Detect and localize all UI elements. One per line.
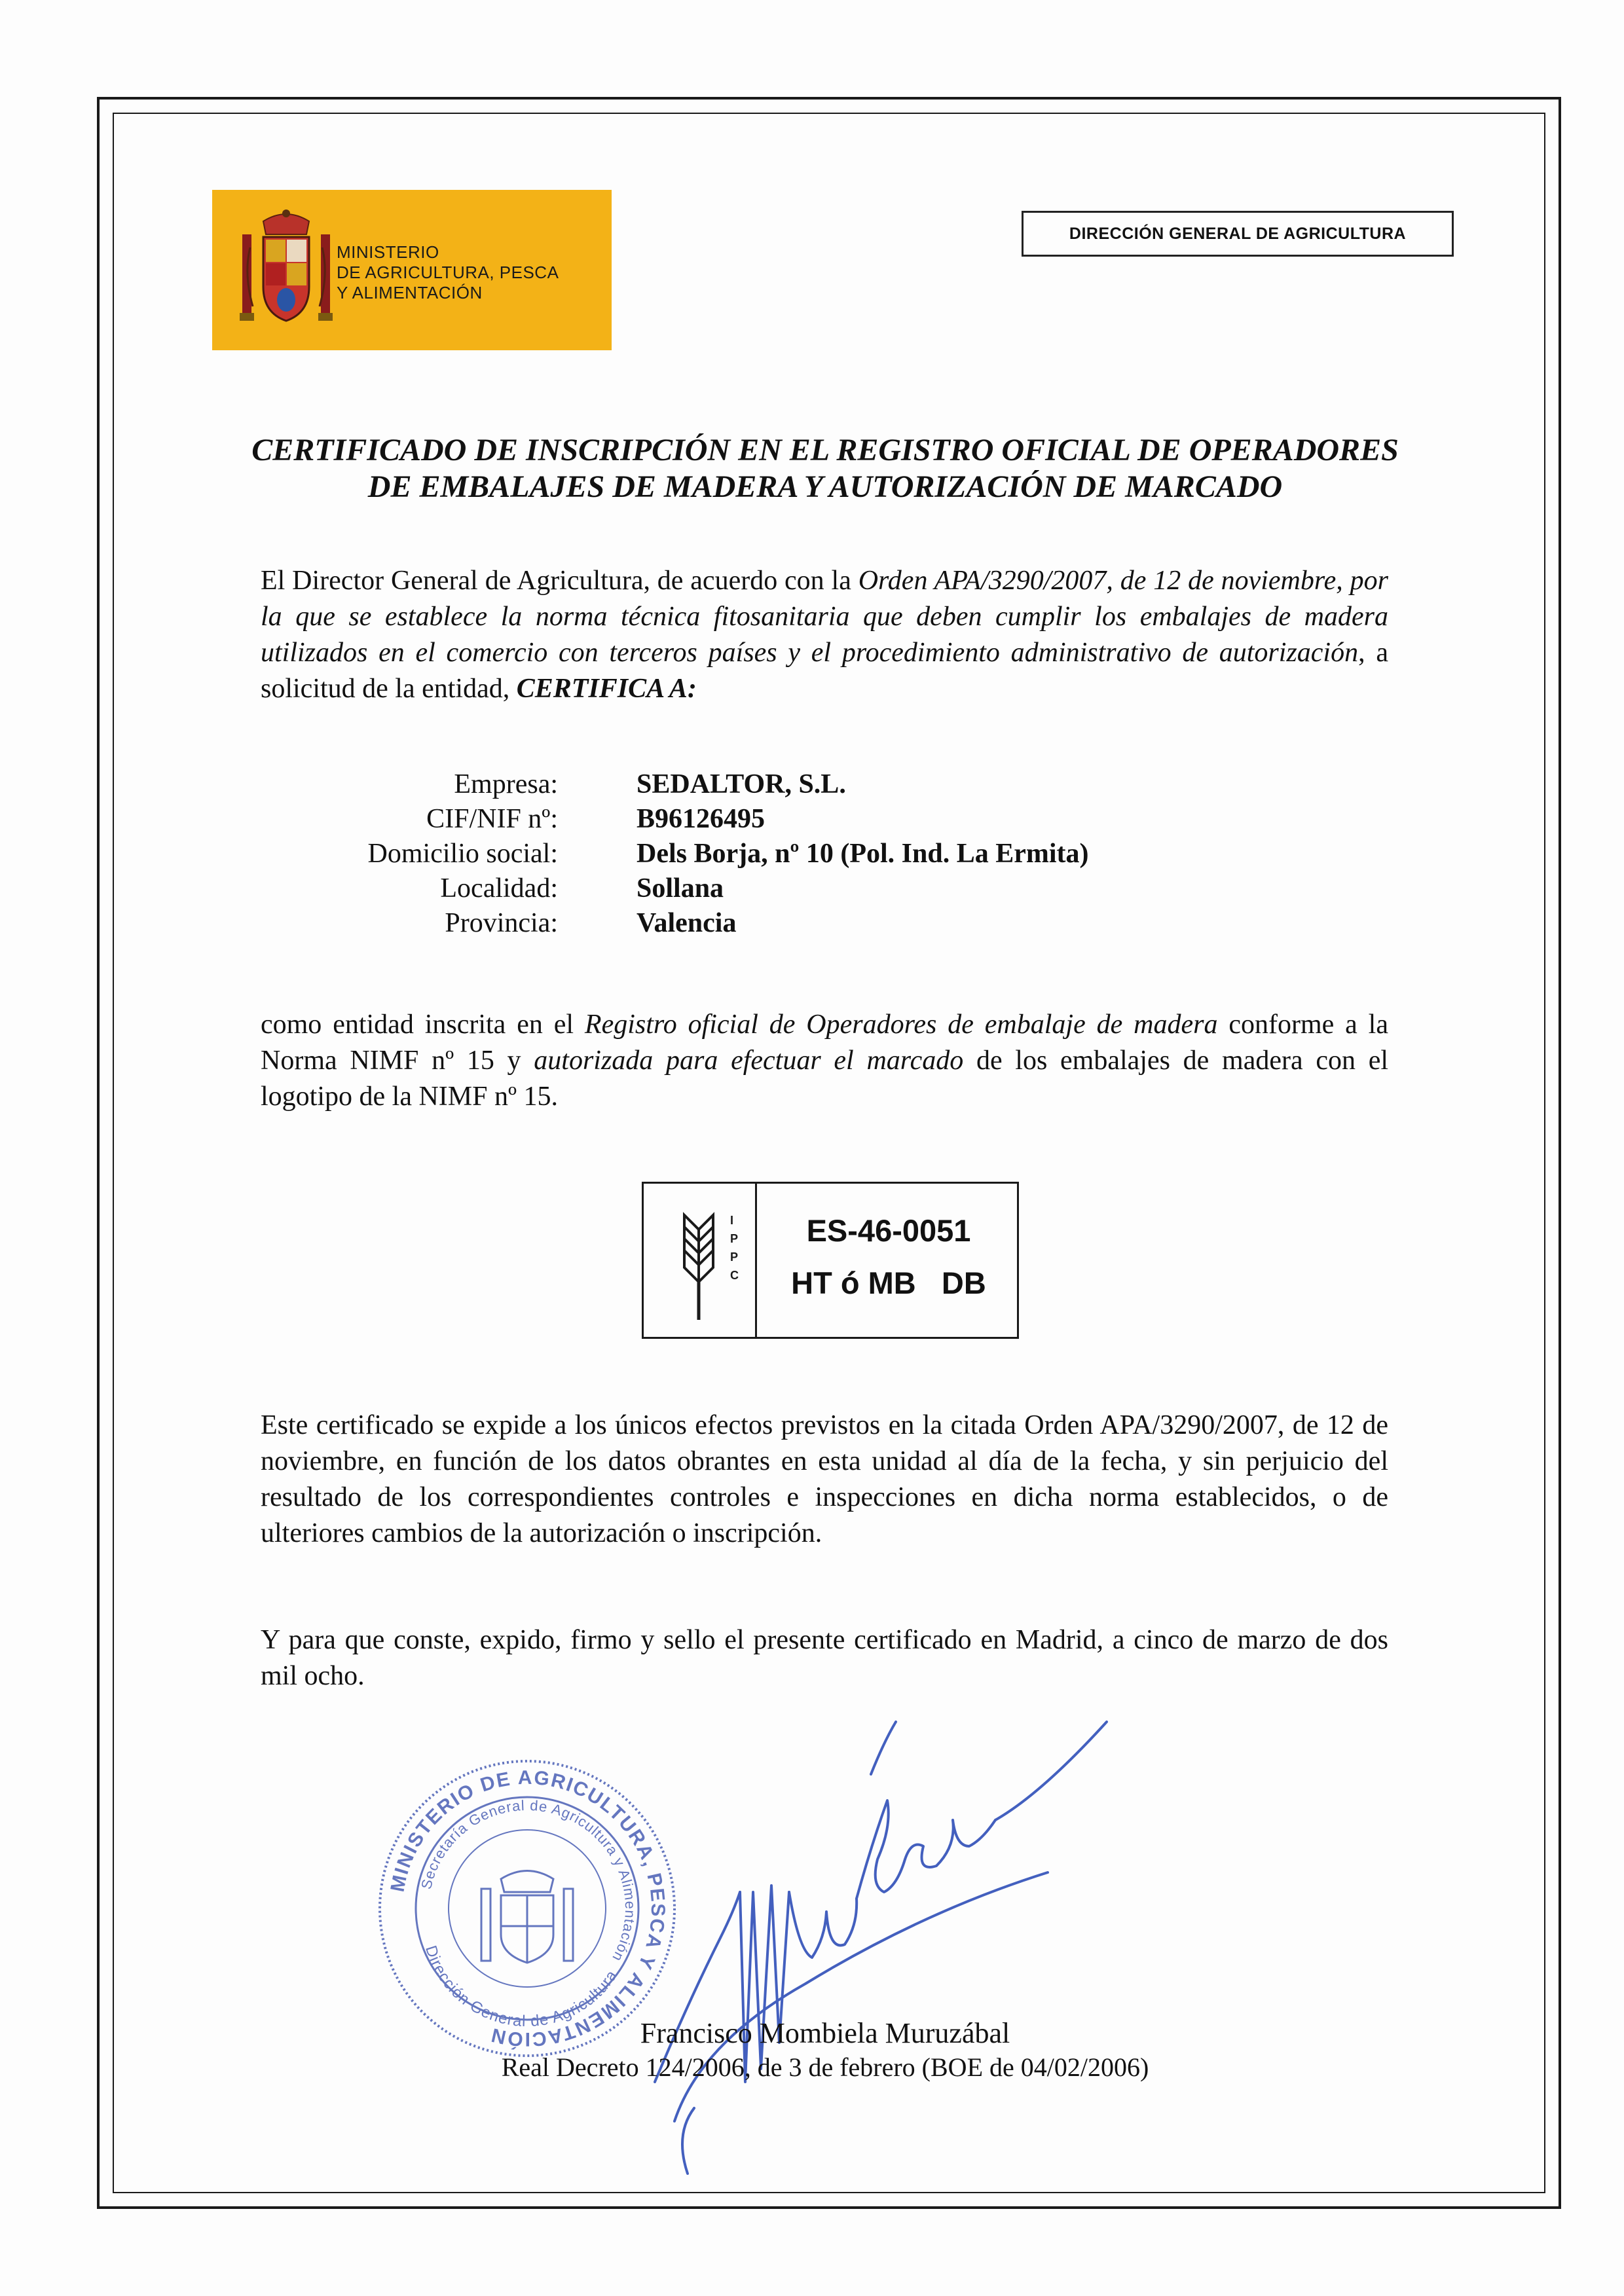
intro-text-2: , a solicitud de la entidad, [261,638,1388,704]
registration-paragraph [261,1007,1388,1115]
mark-code-block [759,1211,1018,1303]
title-line-2: DE EMBALAJES DE MADERA Y AUTORIZACIÓN DE MARCADO [367,469,1283,504]
field-label: CIF/NIF nº: [426,804,558,834]
ministry-logo [212,190,612,350]
order-reference: Orden APA/3290/2007, de 12 de noviembre, por la que se establece la norma técnica fitosanitaria que deben cumplir los embalajes de madera utilizados en el comercio con terceros países y el procedimiento administrativo de autorización [261,566,1388,668]
cif-row [275,802,1257,837]
ippc-letter: P [730,1232,739,1245]
ippc-letter: I [730,1214,734,1227]
field-label: Empresa: [454,769,558,799]
wheat-ear-icon [673,1195,751,1326]
field-value: SEDALTOR, S.L. [637,769,846,799]
treatment-code: HT ó MB DB [791,1266,986,1300]
field-value: Dels Borja, nº 10 (Pol. Ind. La Ermita) [637,839,1089,869]
coat-of-arms-icon [237,208,335,333]
closing-paragraph: Y para que conste, expido, firmo y sello el presente certificado en Madrid, a cinco de marzo de dos mil ocho. [261,1625,1388,1691]
registry-name: Registro oficial de Operadores de embalaje de madera [584,1010,1218,1040]
title-line-1: CERTIFICADO DE INSCRIPCIÓN EN EL REGISTRO OFICIAL DE OPERADORES [251,433,1399,467]
field-label: Localidad: [440,873,558,903]
stamp-middle-text: Secretaría General de Agricultura y Alimentación [418,1796,639,1965]
svg-text:Secretaría General de Agricult [418,1797,638,1965]
registration-code: ES-46-0051 [806,1213,971,1248]
authorization-text: autorizada para efectuar el marcado [534,1046,964,1076]
company-row [275,767,1257,802]
ministry-line-2: DE AGRICULTURA, PESCA [337,263,559,282]
ministry-line-3: Y ALIMENTACIÓN [337,283,483,302]
intro-paragraph [261,563,1388,707]
ippc-mark [642,1182,1019,1339]
signature-icon [648,1676,1120,2187]
stamp-outer-text: MINISTERIO DE AGRICULTURA, PESCA Y ALIMENTACIÓN [386,1766,669,2050]
document-title [236,432,1414,505]
field-value: Valencia [637,908,737,938]
field-value: B96126495 [637,804,766,834]
stamp-bottom-text: Dirección General de Agricultura [422,1943,621,2031]
ippc-letter: P [730,1250,739,1264]
validity-paragraph: Este certificado se expide a los únicos efectos previstos en la citada Orden APA/3290/2007, de 12 de noviembre, en función de los datos obrantes en esta unidad al día de la fecha, y sin perjuicio del resultado de los correspondientes controles e inspecciones en dicha norma establecidos, o de ulteriores cambios de la autorización o inscripción. [261,1410,1388,1548]
signer-decree: Real Decreto 124/2006, de 3 de febrero (BOE de 04/02/2006) [501,2052,1149,2082]
registration-text-2: conforme a la Norma NIMF nº 15 y [261,1010,1388,1076]
certifica-heading: CERTIFICA A: [516,674,697,704]
address-row [275,837,1257,871]
registration-text-1: como entidad inscrita en el [261,1010,585,1040]
ministry-line-1: MINISTERIO [337,242,439,262]
ippc-letter: C [730,1269,739,1282]
intro-text-1: El Director General de Agricultura, de acuerdo con la [261,566,858,596]
field-label: Provincia: [445,908,558,938]
locality-row [275,871,1257,906]
mark-divider [755,1184,757,1337]
registration-text-3: de los embalajes de madera con el logotipo de la NIMF nº 15. [261,1046,1389,1112]
province-row [275,906,1257,941]
field-label: Domicilio social: [367,839,558,869]
company-details [275,767,1257,941]
ministry-name [337,242,559,303]
signer-name: Francisco Mombiela Muruzábal [640,2017,1010,2049]
department-label: DIRECCIÓN GENERAL DE AGRICULTURA [1022,211,1454,257]
field-value: Sollana [637,873,724,903]
